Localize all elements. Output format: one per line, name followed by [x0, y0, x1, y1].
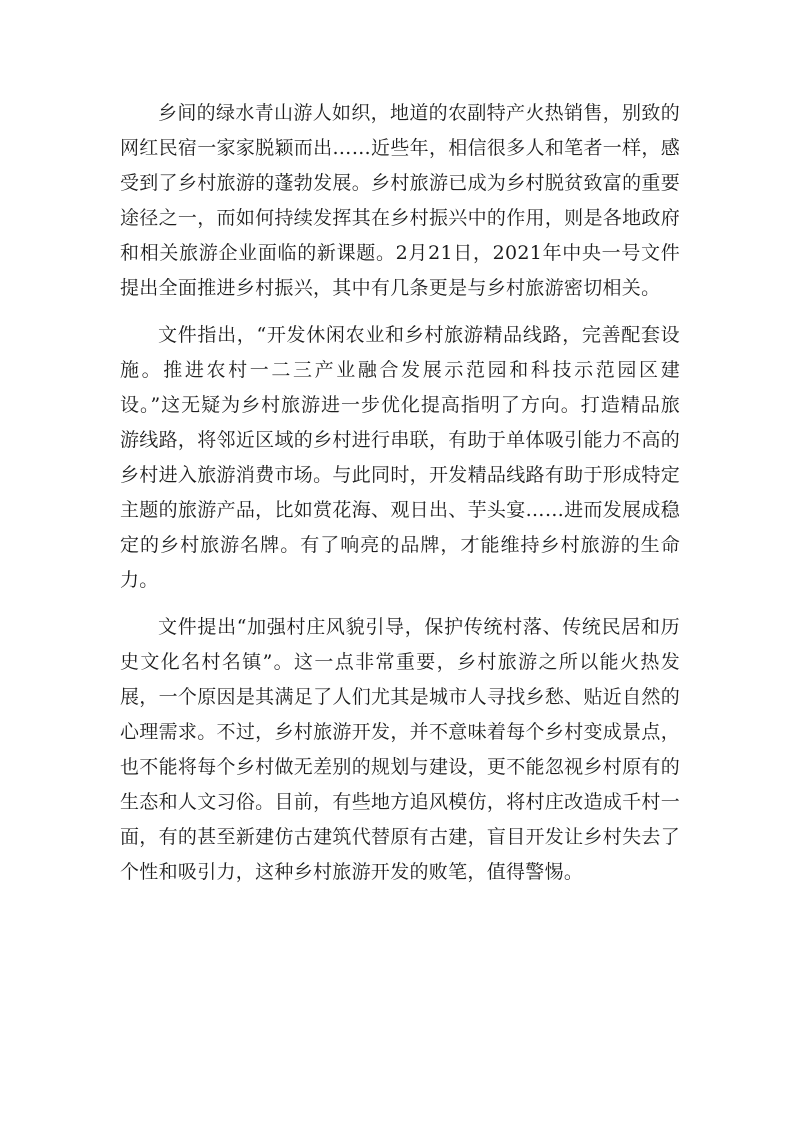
- article-body: [120, 96, 680, 902]
- paragraph-1: 乡间的绿水青山游人如织，地道的农副特产火热销售，别致的网红民宿一家家脱颖而出……近些年，相信很多人和笔者一样，感受到了乡村旅游的蓬勃发展。乡村旅游已成为乡村脱贫致富的重要途径之一，而如何持续发挥其在乡村振兴中的作用，则是各地政府和相关旅游企业面临的新课题。2月21日，2021年中央一号文件提出全面推进乡村振兴，其中有几条更是与乡村旅游密切相关。: [120, 102, 680, 299]
- paragraph-3: 文件提出“加强村庄风貌引导，保护传统村落、传统民居和历史文化名村名镇”。这一点非常重要，乡村旅游之所以能火热发展，一个原因是其满足了人们尤其是城市人寻找乡愁、贴近自然的心理需求。不过，乡村旅游开发，并不意味着每个乡村变成景点，也不能将每个乡村做无差别的规划与建设，更不能忽视乡村原有的生态和人文习俗。目前，有些地方追风模仿，将村庄改造成千村一面，有的甚至新建仿古建筑代替原有古建，盲目开发让乡村失去了个性和吸引力，这种乡村旅游开发的败笔，值得警惕。: [120, 616, 680, 883]
- paragraph-2: 文件指出，“开发休闲农业和乡村旅游精品线路，完善配套设施。推进农村一二三产业融合发展示范园和科技示范园区建设。”这无疑为乡村旅游进一步优化提高指明了方向。打造精品旅游线路，将邻近区域的乡村进行串联，有助于单体吸引能力不高的乡村进入旅游消费市场。与此同时，开发精品线路有助于形成特定主题的旅游产品，比如赏花海、观日出、芋头宴……进而发展成稳定的乡村旅游名牌。有了响亮的品牌，才能维持乡村旅游的生命力。: [120, 324, 680, 591]
